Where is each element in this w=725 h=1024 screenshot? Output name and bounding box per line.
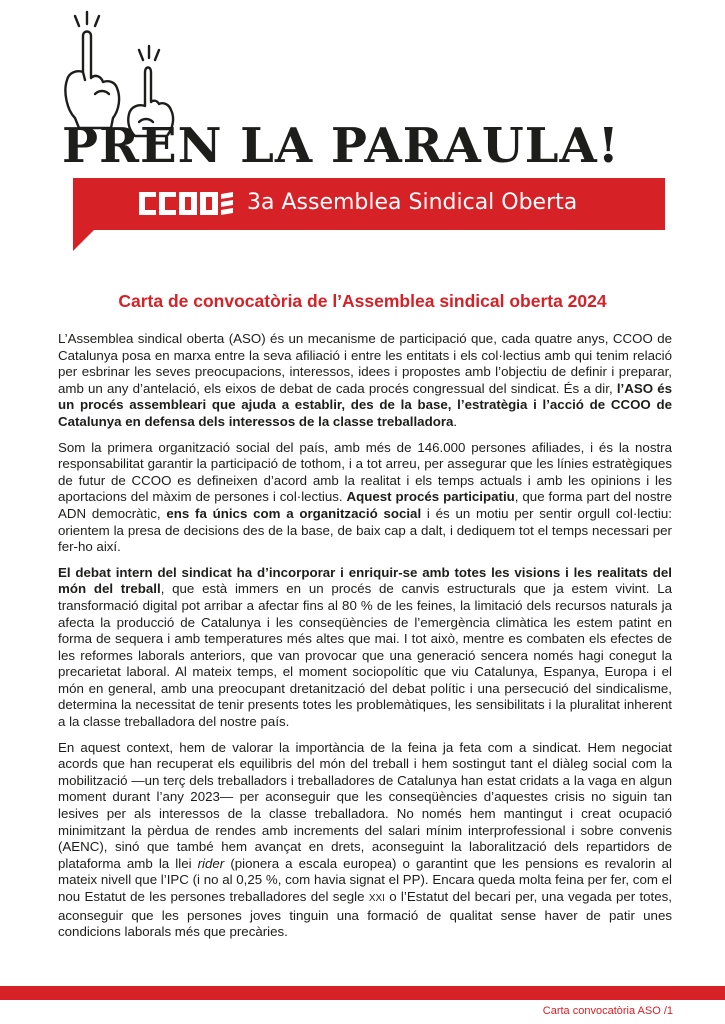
- page-title: PREN LA PARAULA!: [62, 118, 620, 174]
- letter-body: [58, 331, 672, 950]
- banner-subtitle: 3a Assemblea Sindical Oberta: [247, 190, 578, 215]
- banner-speech-tail: [73, 229, 95, 251]
- letter-heading: Carta de convocatòria de l’Assemblea sindical oberta 2024: [118, 291, 607, 311]
- paragraph-4: En aquest context, hem de valorar la importància de la feina ja feta com a sindicat. Hem negociat acords que han recuperat els equilibris del món del treball i hem sostingut tant el diàleg social com la mobilització —un terç dels treballadors i treballadores de Catalunya han estat cridats a la vaga en algun moment durant l’any 2023— per aconseguir que les conseqüències d’aquestes crisis no siguin tan lesives per als interessos de la classe treballadora. No només hem mantingut i creat ocupació minimitzant la pèrdua de rendes amb increments del salari mínim interprofessional i sobre convenis (AENC), sinó que també hem avançat en drets, aconseguint la laboralització dels repartidors de plataforma amb la llei rider (pionera a escala europea) o garantint que les pensions es revalorin al mateix nivell que l’IPC (i no al 0,25 %, com havia signat el PP). Encara queda molta feina per fer, com el nou Estatut de les persones treballadores del segle XXI o l’Estatut del becari per, una vegada per totes, aconseguir que les persones joves tinguin una formació de qualitat sense haver de patir unes condicions laborals més que precàries.: [58, 739, 672, 940]
- footer-bar: [0, 986, 725, 1000]
- paragraph-1: L’Assemblea sindical oberta (ASO) és un mecanisme de participació que, cada quatre anys, CCOO de Catalunya posa en marxa entre la seva afiliació i entre les entitats i els col·lectius amb qui tenim relació per esbrinar les seves preocupacions, interessos, idees i propostes amb l’objectiu de definir i preparar, amb un any d’antelació, els eixos de debat de cada procés congressual del sindicat. És a dir, l’ASO és un procés assembleari que ajuda a establir, des de la base, l’estratègia i l’acció de CCOO de Catalunya en defensa dels interessos de la classe treballadora.: [58, 331, 672, 429]
- paragraph-2: Som la primera organització social del país, amb més de 146.000 persones afiliades, i és la nostra responsabilitat garantir la participació de tothom, i a tot arreu, per assegurar que les línies estratègiques de futur de CCOO es defineixen d’acord amb la realitat i els temps actuals i amb les opinions i les aportacions del màxim de persones i col·lectius. Aquest procés participatiu, que forma part del nostre ADN democràtic, ens fa únics com a organització social i és un motiu per sentir orgull col·lectiu: orientem la presa de decisions des de la base, de baix cap a dalt, i dediquem tot el temps necessari per fer-ho així.: [58, 439, 672, 555]
- ccoo-logo: [137, 189, 235, 218]
- footer-page-label: Carta convocatòria ASO /1: [542, 1005, 673, 1017]
- paragraph-3: El debat intern del sindicat ha d’incorporar i enriquir-se amb totes les visions i les realitats del món del treball, que està immers en un procés de canvis estructurals que ja estem vivint. La transformació digital pot arribar a afectar fins al 80 % de les feines, la limitació dels recursos naturals ja afecta la producció de Catalunya i les conseqüències de l’emergència climàtica les estem patint en forma de sequera i amb temperatures més altes que mai. I tot això, mentre es combaten els efectes de les reformes laborals anteriors, que van provocar que una generació sencera només hagi conegut la precarietat laboral. Al mateix temps, el moment sociopolític que viu Catalunya, Espanya, Europa i el món en general, amb una preocupant dretanització del debat polític i una persecució del sindicalisme, determina la necessitat de tenir presents totes les problemàtiques, les sensibilitats i la pluralitat inherent a la classe treballadora del nostre país.: [58, 564, 672, 730]
